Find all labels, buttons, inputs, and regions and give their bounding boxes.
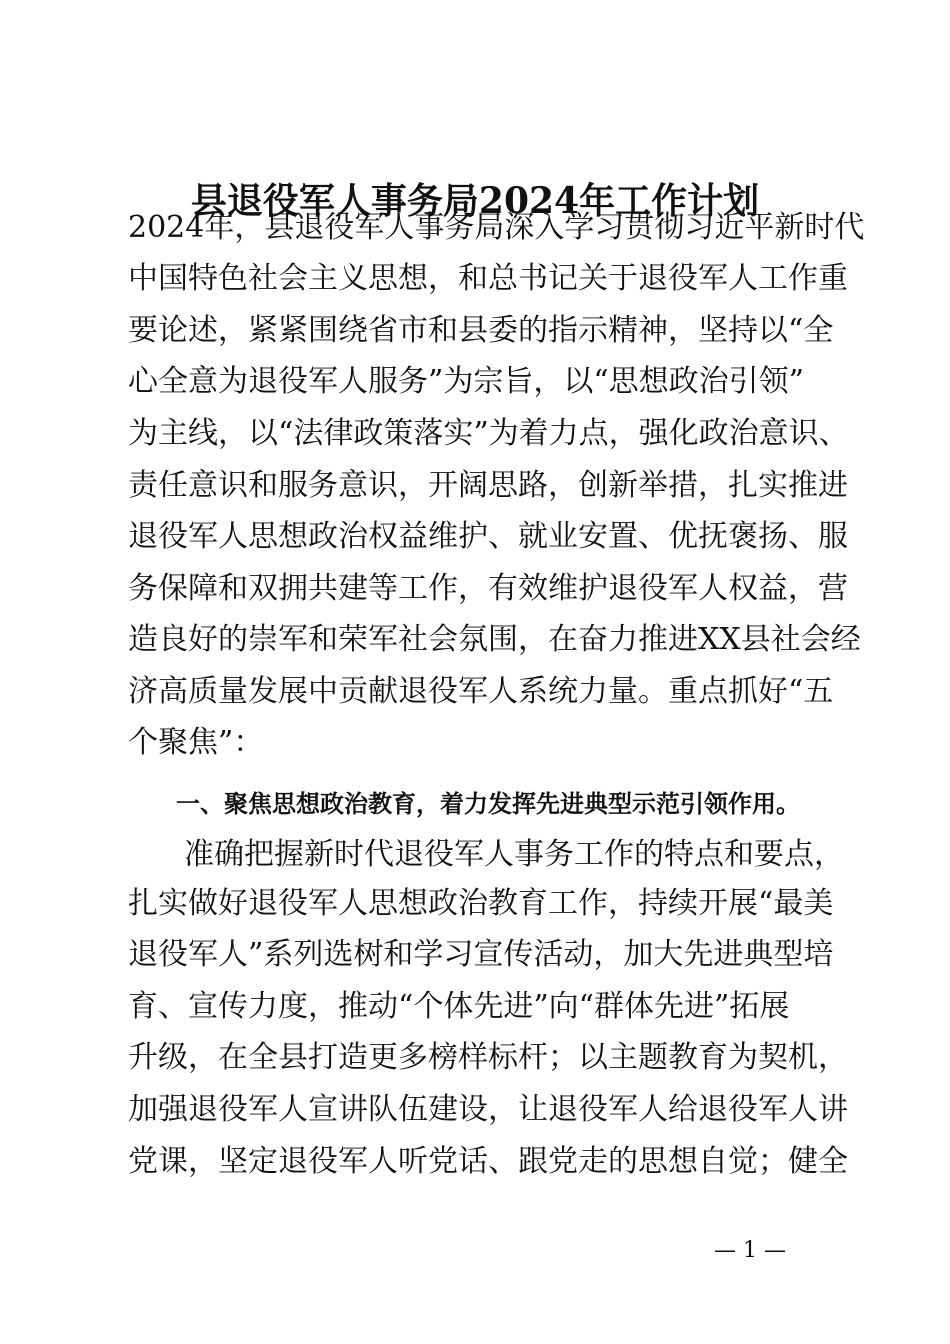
paragraph-1-line: 为主线，以“法律政策落实”为着力点，强化政治意识、 xyxy=(128,416,849,451)
paragraph-1-line: 造良好的崇军和荣军社会氛围，在奋力推进XX县社会经 xyxy=(128,622,861,657)
paragraph-2-line: 准确把握新时代退役军人事务工作的特点和要点， xyxy=(184,837,844,872)
document-title: 县退役军人事务局2024年工作计划 xyxy=(190,180,760,222)
paragraph-1-line: 退役军人思想政治权益维护、就业安置、优抚褒扬、服 xyxy=(128,519,848,554)
paragraph-1-line: 济高质量发展中贡献退役军人系统力量。重点抓好“五 xyxy=(128,674,834,709)
paragraph-1-line: 要论述，紧紧围绕省市和县委的指示精神，坚持以“全 xyxy=(128,313,834,348)
paragraph-2-line: 退役军人”系列选树和学习宣传活动，加大先进典型培 xyxy=(128,937,834,972)
paragraph-1-line: 2024年，县退役军人事务局深入学习贯彻习近平新时代 xyxy=(128,210,865,245)
paragraph-1-line: 心全意为退役军人服务”为宗旨，以“思想政治引领” xyxy=(128,364,805,399)
paragraph-1-line: 个聚焦”： xyxy=(128,725,264,760)
paragraph-1-line: 中国特色社会主义思想，和总书记关于退役军人工作重 xyxy=(128,261,848,296)
section-heading: 一、聚焦思想政治教育，着力发挥先进典型示范引领作用。 xyxy=(176,790,800,818)
page-number: — 1 — xyxy=(714,1238,786,1263)
paragraph-2-line: 育、宣传力度，推动“个体先进”向“群体先进”拓展 xyxy=(128,989,790,1024)
paragraph-2-line: 升级，在全县打造更多榜样标杆；以主题教育为契机， xyxy=(128,1040,848,1075)
paragraph-2-line: 加强退役军人宣讲队伍建设，让退役军人给退役军人讲 xyxy=(128,1092,848,1127)
paragraph-1-line: 务保障和双拥共建等工作，有效维护退役军人权益，营 xyxy=(128,571,848,606)
paragraph-2-line: 扎实做好退役军人思想政治教育工作，持续开展“最美 xyxy=(128,886,834,921)
paragraph-1-line: 责任意识和服务意识，开阔思路，创新举措，扎实推进 xyxy=(128,468,848,503)
paragraph-2-line: 党课，坚定退役军人听党话、跟党走的思想自觉；健全 xyxy=(128,1144,848,1179)
